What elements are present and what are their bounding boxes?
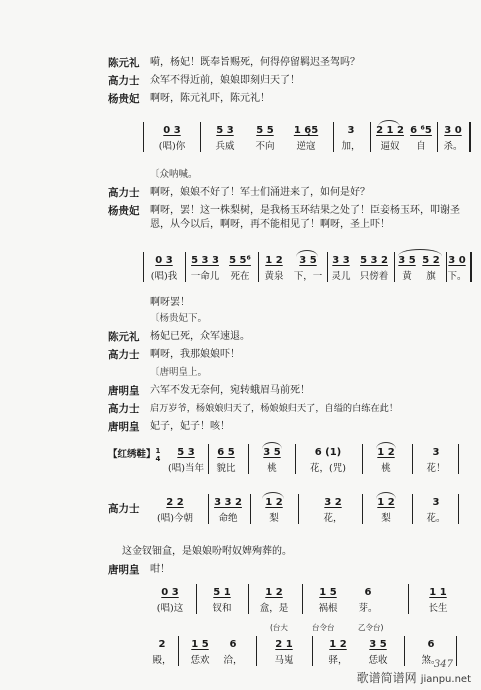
note-cell: 2 殿， <box>152 639 172 666</box>
barline <box>470 252 472 282</box>
note-cell: 6 煞。 <box>421 639 441 666</box>
barline <box>302 584 303 614</box>
stage-direction: 〔唐明皇上。 <box>150 367 208 378</box>
note-cell: 5 2 旗 <box>422 255 440 282</box>
note-cell: 5 5⁶ 死在 <box>229 255 251 282</box>
barline <box>256 636 257 666</box>
dialogue-text: 咁！ <box>150 564 170 575</box>
note-cell: 3 0 下。 <box>447 255 467 282</box>
notation-row-1 <box>0 124 481 158</box>
note-cell: 3 加， <box>341 125 361 152</box>
barline <box>456 636 457 666</box>
speaker: 高力士 <box>108 403 140 415</box>
note-cell: 3 3 灵儿 <box>331 255 351 282</box>
dialogue-text: 啊呀罢！ <box>150 297 190 308</box>
note-cell: 1 2 黄泉 <box>264 255 284 282</box>
note-cell: 2 1 2 逼奴 <box>376 125 404 152</box>
dialogue-line <box>0 186 481 200</box>
note-cell: 5 3 (唱)当年 <box>168 447 204 474</box>
dialogue-text: 启万岁爷，杨娘娘归天了，杨娘娘归天了，自缢的白练在此！ <box>150 403 399 414</box>
speaker: 杨贵妃 <box>108 205 140 217</box>
percussion-note: (台大 <box>270 623 288 632</box>
dialogue-line <box>0 204 481 248</box>
note-cell: 3 5 桃 <box>263 447 281 474</box>
note-cell: 0 3 (唱)我 <box>150 255 178 282</box>
dialogue-text: 这金钗钿盒，是娘娘吩咐奴婢殉葬的。 <box>122 546 292 557</box>
note-cell: 3 5 黄 <box>398 255 416 282</box>
note-cell: 2 2 (唱)今朝 <box>157 497 193 524</box>
barline <box>408 584 409 614</box>
speaker: 高力士 <box>108 75 140 87</box>
speaker: 陈元礼 <box>108 57 140 69</box>
note-cell: 2 1 马嵬 <box>274 639 294 666</box>
barline <box>362 494 363 524</box>
note-cell: 1 2 桃 <box>377 447 395 474</box>
dialogue-line <box>0 74 481 88</box>
barline <box>196 584 197 614</box>
dialogue-text: 啊呀，罢！这一株梨树，是我杨玉环结果之处了！臣妾杨玉环，叩谢圣恩，从今以后，啊呀，再不能相见了！啊呀，圣上吓！ <box>150 205 460 230</box>
barline <box>250 494 251 524</box>
dialogue-text: 众军不得近前，娘娘即刻归天了！ <box>150 75 300 86</box>
dialogue-line <box>0 545 481 559</box>
note-cell: 3 2 花， <box>323 497 343 524</box>
dialogue-line <box>0 384 481 398</box>
note-cell: 5 5 不向 <box>255 125 275 152</box>
dialogue-line <box>0 563 481 577</box>
speaker: 唐明皇 <box>108 385 140 397</box>
note-cell: 1 2 梨 <box>265 497 283 524</box>
dialogue-line <box>0 296 481 310</box>
barline <box>412 494 413 524</box>
note-cell: 1 2 梨 <box>377 497 395 524</box>
barline <box>298 494 299 524</box>
barline <box>469 122 471 152</box>
notation-row-6 <box>0 638 481 672</box>
note-cell: 1 2 盒，是 <box>259 587 289 614</box>
barline <box>458 444 459 474</box>
barline <box>362 444 363 474</box>
note-cell: 3 花。 <box>426 497 446 524</box>
note-cell: 3 0 杀。 <box>443 125 463 152</box>
notation-row-3 <box>0 446 481 480</box>
barline <box>333 122 334 152</box>
barline <box>404 636 405 666</box>
dialogue-text: 啊呀，我那娘娘吓！ <box>150 349 240 360</box>
notation-row-5 <box>0 586 481 620</box>
note-cell: 1 6̣5 逆寇 <box>293 125 319 152</box>
note-cell: 1 5 恁欢 <box>190 639 210 666</box>
dialogue-text: 妃子，妃子！咳！ <box>150 421 230 432</box>
note-cell: 5 1 钗和 <box>212 587 232 614</box>
page-number: 347 <box>433 659 453 670</box>
speaker: 陈元礼 <box>108 331 140 343</box>
percussion-note: 台令台 <box>312 623 335 632</box>
note-cell: 1 2 驿， <box>328 639 348 666</box>
slur <box>262 492 284 499</box>
speaker: 杨贵妃 <box>108 93 140 105</box>
stage-direction: 〔杨贵妃下。 <box>150 313 208 324</box>
dialogue-line <box>0 402 481 416</box>
note-cell: 0 3 (唱)这 <box>156 587 184 614</box>
note-cell: 1 5 祸根 <box>318 587 338 614</box>
barline <box>200 122 201 152</box>
note-cell: 1 1 长生 <box>428 587 448 614</box>
dialogue-text: 啊呀，陈元礼吓，陈元礼！ <box>150 93 270 104</box>
speaker: 唐明皇 <box>108 564 140 576</box>
barline <box>458 494 459 524</box>
note-cell: 3 花！ <box>426 447 446 474</box>
dialogue-line <box>0 92 481 106</box>
percussion-note: 乙令台) <box>358 623 384 632</box>
notation-row-2 <box>0 254 481 288</box>
note-cell: 6 ⁶5 自 <box>410 125 432 152</box>
speaker: 高力士 <box>108 187 140 199</box>
barline <box>143 252 144 282</box>
barline <box>295 444 296 474</box>
barline <box>248 584 249 614</box>
stage-direction: 〔众呐喊。 <box>150 169 198 180</box>
dialogue-line <box>0 56 481 70</box>
note-cell: 6 5 貌比 <box>216 447 236 474</box>
tune-label: 【红绣鞋】1 4 <box>108 446 161 463</box>
speaker: 高力士 <box>108 503 140 515</box>
note-cell: 6 洽， <box>223 639 243 666</box>
barline <box>248 444 249 474</box>
note-cell: 5 3 3 一命儿 <box>190 255 220 282</box>
watermark: 歌谱简谱网 jianpu.net <box>356 671 471 685</box>
speaker: 高力士 <box>108 349 140 361</box>
note-cell: 5 3 2 只傍着 <box>359 255 389 282</box>
note-cell: 0 3 (唱)你 <box>158 125 186 152</box>
slur <box>378 120 400 127</box>
notation-row-4 <box>0 496 481 530</box>
dialogue-text: 杨妃已死，众军速退。 <box>150 331 250 342</box>
dialogue-line <box>0 348 481 362</box>
dialogue-line <box>0 420 481 434</box>
dialogue-text: 啊呀，娘娘不好了！军士们涌进来了，如何是好？ <box>150 187 370 198</box>
dialogue-text: 嗬，杨妃！既奉旨赐死，何得停留羁迟圣驾吗？ <box>150 57 360 68</box>
note-cell: 6 芽。 <box>358 587 378 614</box>
barline <box>178 636 179 666</box>
speaker: 唐明皇 <box>108 421 140 433</box>
dialogue-text: 六军不发无奈何，宛转蛾眉马前死！ <box>150 385 310 396</box>
note-cell: 3 5 恁收 <box>368 639 388 666</box>
note-cell: 6 (1) 花，(咒) <box>310 447 346 474</box>
barline <box>143 122 144 152</box>
note-cell: 3 5 下，一 <box>293 255 323 282</box>
note-cell: 5 3 兵威 <box>215 125 235 152</box>
slur <box>376 442 396 449</box>
note-cell: 3 3 2 命绝 <box>214 497 242 524</box>
barline <box>312 636 313 666</box>
slur <box>296 250 318 257</box>
dialogue-line <box>0 330 481 344</box>
barline <box>412 444 413 474</box>
slur <box>376 492 396 499</box>
slur <box>262 442 282 449</box>
